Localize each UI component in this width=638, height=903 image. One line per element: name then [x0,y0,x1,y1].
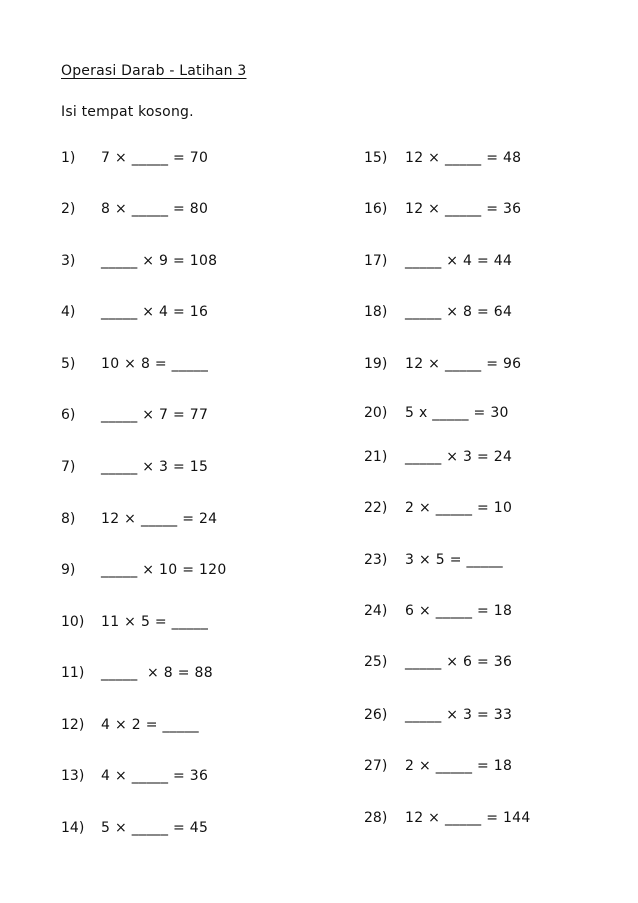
question-text: _____ × 3 = 15 [101,459,209,475]
question-number: 10) [61,614,85,630]
question-number: 24) [364,603,388,619]
question-item [61,510,217,528]
question-text: 5 × _____ = 45 [101,820,209,836]
question-number: 2) [61,201,76,217]
question-text: 11 × 5 = _____ [101,614,209,630]
question-text: 12 × _____ = 144 [405,810,531,826]
question-item [61,458,208,476]
question-text: 12 × _____ = 24 [101,511,218,527]
question-text: 5 x _____ = 30 [405,405,509,421]
question-item [364,602,512,620]
question-text: 10 × 8 = _____ [101,356,209,372]
question-text: 4 × 2 = _____ [101,717,199,733]
worksheet-instruction: Isi tempat kosong. [61,104,194,120]
worksheet-title: Operasi Darab - Latihan 3 [61,63,247,79]
question-item [61,716,199,734]
question-text: _____ × 6 = 36 [405,654,513,670]
question-item [364,809,531,827]
question-number: 7) [61,459,76,475]
question-item [61,767,208,785]
question-number: 25) [364,654,388,670]
question-item [364,404,509,422]
question-item [61,355,208,373]
question-item [364,448,512,466]
question-text: _____ × 9 = 108 [101,253,218,269]
question-text: _____ × 3 = 24 [405,449,513,465]
question-text: 4 × _____ = 36 [101,768,209,784]
question-item [364,149,521,167]
question-number: 4) [61,304,76,320]
question-number: 17) [364,253,388,269]
question-item [364,706,512,724]
question-item [364,653,512,671]
question-number: 14) [61,820,85,836]
question-text: 2 × _____ = 10 [405,500,513,516]
question-number: 21) [364,449,388,465]
question-text: 12 × _____ = 96 [405,356,522,372]
question-number: 19) [364,356,388,372]
question-item [61,561,227,579]
question-number: 26) [364,707,388,723]
question-number: 1) [61,150,76,166]
question-number: 23) [364,552,388,568]
question-number: 27) [364,758,388,774]
question-text: 2 × _____ = 18 [405,758,513,774]
question-item [61,252,217,270]
question-text: 12 × _____ = 36 [405,201,522,217]
question-number: 12) [61,717,85,733]
question-text: 6 × _____ = 18 [405,603,513,619]
question-item [364,355,521,373]
question-text: _____ × 4 = 44 [405,253,513,269]
question-text: _____ × 7 = 77 [101,407,209,423]
question-text: _____ × 3 = 33 [405,707,513,723]
question-item [61,819,208,837]
question-number: 20) [364,405,388,421]
question-text: 8 × _____ = 80 [101,201,209,217]
question-text: _____ × 8 = 88 [101,665,213,681]
question-number: 8) [61,511,76,527]
question-number: 15) [364,150,388,166]
question-item [364,499,512,517]
question-item [61,613,208,631]
question-text: 7 × _____ = 70 [101,150,209,166]
question-number: 6) [61,407,76,423]
question-text: 12 × _____ = 48 [405,150,522,166]
question-number: 3) [61,253,76,269]
question-item [364,200,521,218]
question-number: 22) [364,500,388,516]
question-item [61,200,208,218]
question-item [364,252,512,270]
question-item [61,149,208,167]
question-number: 28) [364,810,388,826]
question-text: _____ × 8 = 64 [405,304,513,320]
question-number: 11) [61,665,85,681]
question-item [61,303,208,321]
question-number: 16) [364,201,388,217]
question-item [364,551,503,569]
question-text: 3 × 5 = _____ [405,552,503,568]
question-item [364,757,512,775]
question-item [61,406,208,424]
question-number: 9) [61,562,76,578]
question-number: 5) [61,356,76,372]
question-number: 13) [61,768,85,784]
question-item [61,664,213,682]
question-text: _____ × 4 = 16 [101,304,209,320]
question-text: _____ × 10 = 120 [101,562,227,578]
question-number: 18) [364,304,388,320]
question-item [364,303,512,321]
